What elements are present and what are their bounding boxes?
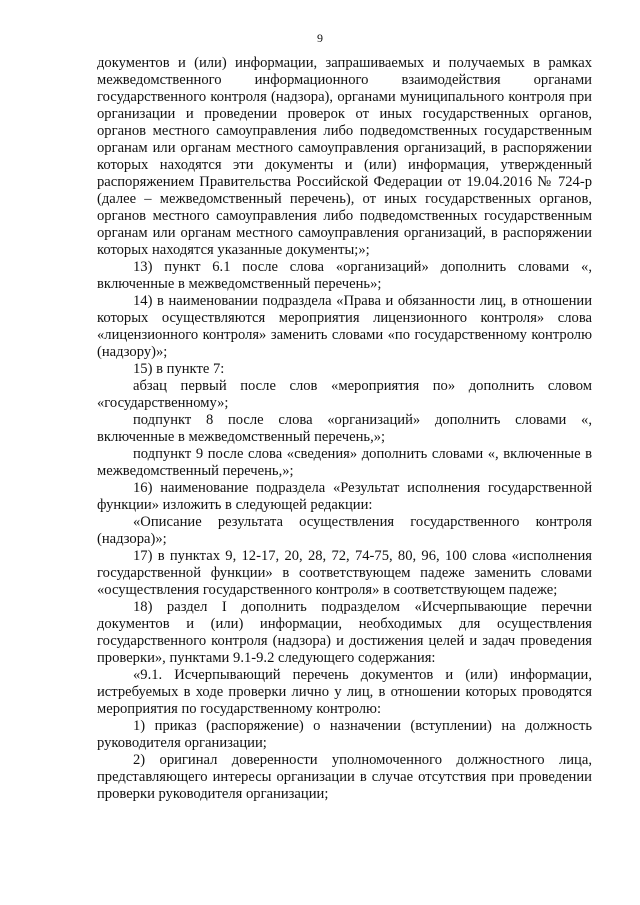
paragraph-item-15-sub-8: подпункт 8 после слова «организаций» дополнить словами «, включенные в межведомственный перечень,»; <box>97 412 592 445</box>
paragraph-item-15-abzac: абзац первый после слов «мероприятия по» дополнить словом «государственному»; <box>97 378 592 411</box>
paragraph-item-15-sub-9: подпункт 9 после слова «сведения» дополнить словами «, включенные в межведомственный перечень,»; <box>97 446 592 479</box>
paragraph-item-16-quote: «Описание результата осуществления государственного контроля (надзора)»; <box>97 514 592 547</box>
paragraph-continuation: документов и (или) информации, запрашиваемых и получаемых в рамках межведомственного информационного взаимодействия органами государственного контроля (надзора), органами муниципального контроля при организации и проведении проверок от иных государственных органов, органов местного самоуправления либо подведомственных государственным органам или органам местного самоуправления организаций, в распоряжении которых находятся эти документы и (или) информация, утвержденный распоряжением Правительства Российской Федерации от 19.04.2016 № 724-р (далее – межведомственный перечень), от иных государственных органов, органов местного самоуправления либо подведомственных государственным органам или органам местного самоуправления организаций, в распоряжении которых находятся указанные документы;»; <box>97 55 592 258</box>
paragraph-item-14: 14) в наименовании подраздела «Права и обязанности лиц, в отношении которых осуществляются мероприятия лицензионного контроля» слова «лицензионного контроля» заменить словами «по государственному контролю (надзору)»; <box>97 293 592 360</box>
document-body <box>97 55 592 803</box>
paragraph-item-18: 18) раздел I дополнить подразделом «Исчерпывающие перечни документов и (или) информации, необходимых для осуществления государственного контроля (надзора) и достижения целей и задач проведения проверки», пунктами 9.1-9.2 следующего содержания: <box>97 599 592 666</box>
paragraph-9-1-item-2: 2) оригинал доверенности уполномоченного должностного лица, представляющего интересы организации в случае отсутствия при проведении проверки руководителя организации; <box>97 752 592 802</box>
paragraph-item-17: 17) в пунктах 9, 12-17, 20, 28, 72, 74-75, 80, 96, 100 слова «исполнения государственной функции» в соответствующем падеже заменить словами «осуществления государственного контроля» в соответствующем падеже; <box>97 548 592 598</box>
page-number: 9 <box>317 31 323 45</box>
paragraph-9-1: «9.1. Исчерпывающий перечень документов и (или) информации, истребуемых в ходе проверки лично у лиц, в отношении которых проводятся мероприятия по государственному контролю: <box>97 667 592 717</box>
paragraph-item-13: 13) пункт 6.1 после слова «организаций» дополнить словами «, включенные в межведомственный перечень»; <box>97 259 592 292</box>
paragraph-item-15: 15) в пункте 7: <box>133 361 225 377</box>
paragraph-9-1-item-1: 1) приказ (распоряжение) о назначении (вступлении) на должность руководителя организации; <box>97 718 592 751</box>
paragraph-item-16: 16) наименование подраздела «Результат исполнения государственной функции» изложить в следующей редакции: <box>97 480 592 513</box>
